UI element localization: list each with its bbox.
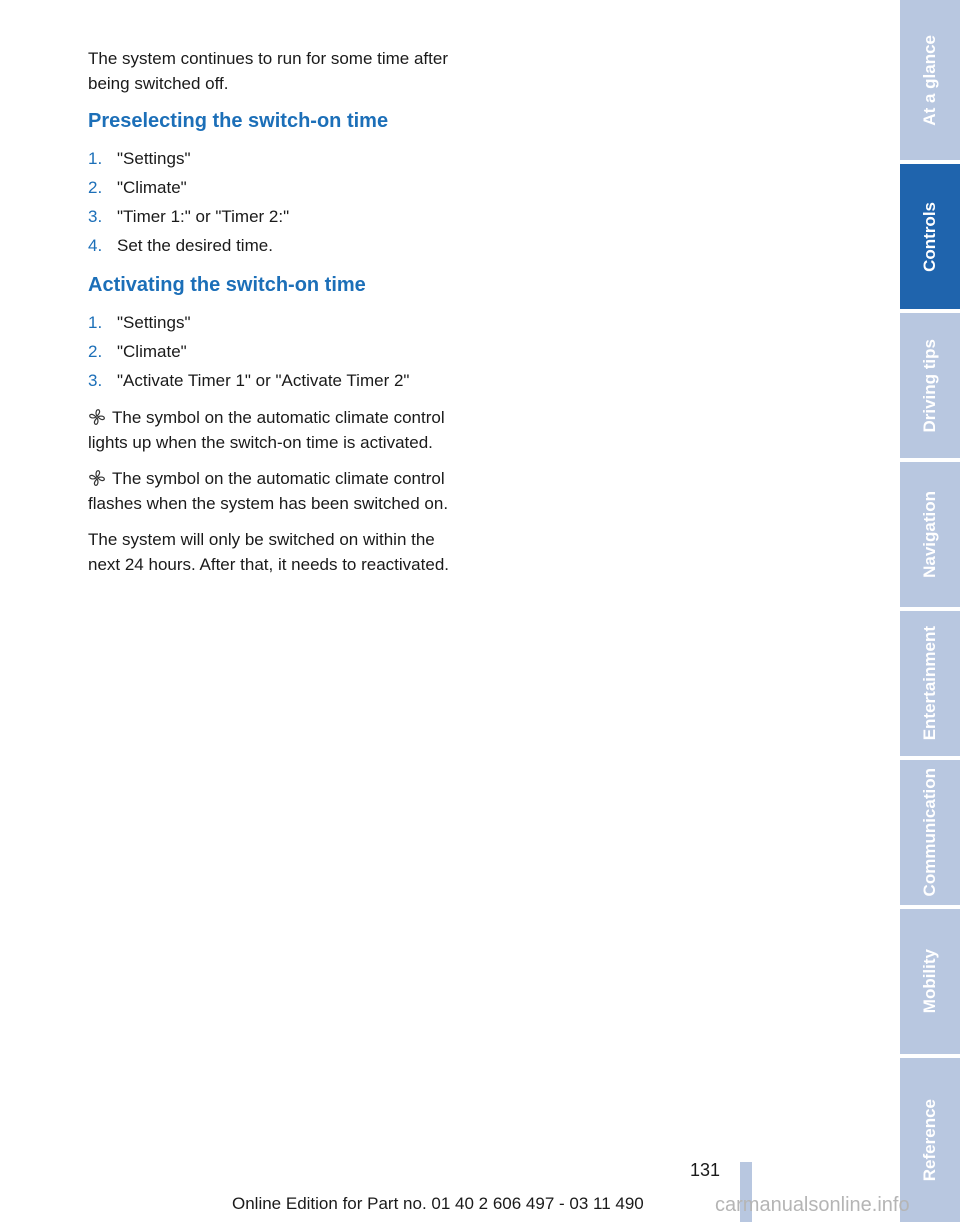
intro-paragraph: The system continues to run for some time after being switched off. xyxy=(88,49,448,93)
note-flashes-text: The symbol on the automatic climate control flashes when the system has been switched on. xyxy=(88,469,449,513)
heading-preselecting: Preselecting the switch-on time xyxy=(88,110,389,132)
step-text: Set the desired time. xyxy=(117,236,273,255)
step-number: 1. xyxy=(88,313,103,332)
step-number: 2. xyxy=(88,342,103,361)
tab-label: Entertainment xyxy=(920,626,939,741)
step-number: 3. xyxy=(88,371,103,390)
tab-driving-tips[interactable] xyxy=(900,313,960,458)
step-text: "Activate Timer 1" or "Activate Timer 2" xyxy=(117,371,410,390)
list-item xyxy=(88,337,468,366)
list-item xyxy=(88,202,468,231)
heading-activating: Activating the switch-on time xyxy=(88,274,366,296)
step-text: "Climate" xyxy=(117,178,187,197)
page-number: 131 xyxy=(690,1160,721,1180)
tab-label: At a glance xyxy=(920,34,939,126)
note-lights-text: The symbol on the automatic climate control lights up when the switch-on time is activated. xyxy=(88,408,445,452)
note-lights-up xyxy=(88,405,468,455)
preselect-steps xyxy=(88,144,468,260)
tab-label: Reference xyxy=(920,1098,939,1182)
footer-edition: Online Edition for Part no. 01 40 2 606 497 - 03 11 490 xyxy=(232,1194,644,1213)
tab-label: Navigation xyxy=(920,491,939,578)
watermark: carmanualsonline.info xyxy=(715,1194,910,1216)
step-text: "Settings" xyxy=(117,313,191,332)
chapter-sidebar xyxy=(900,0,960,1222)
tab-at-a-glance[interactable] xyxy=(900,0,960,160)
list-item xyxy=(88,231,468,260)
step-number: 3. xyxy=(88,207,103,226)
list-item xyxy=(88,173,468,202)
fan-icon xyxy=(88,408,106,426)
list-item xyxy=(88,308,468,337)
step-text: "Climate" xyxy=(117,342,187,361)
tab-label: Mobility xyxy=(920,949,939,1014)
activate-steps xyxy=(88,308,468,395)
tab-communication[interactable] xyxy=(900,760,960,905)
tab-label: Controls xyxy=(920,201,939,272)
step-text: "Settings" xyxy=(117,149,191,168)
note-24-hours: The system will only be switched on within the next 24 hours. After that, it needs to reactivated. xyxy=(88,530,449,574)
step-number: 2. xyxy=(88,178,103,197)
tab-label: Communication xyxy=(920,768,939,897)
tab-controls[interactable] xyxy=(900,164,960,309)
list-item xyxy=(88,366,468,395)
tab-label: Driving tips xyxy=(920,338,939,433)
list-item xyxy=(88,144,468,173)
note-flashes xyxy=(88,466,468,516)
tab-navigation[interactable] xyxy=(900,462,960,607)
fan-icon xyxy=(88,469,106,487)
step-text: "Timer 1:" or "Timer 2:" xyxy=(117,207,290,226)
tab-mobility[interactable] xyxy=(900,909,960,1054)
step-number: 1. xyxy=(88,149,103,168)
step-number: 4. xyxy=(88,236,103,255)
tab-entertainment[interactable] xyxy=(900,611,960,756)
page-content xyxy=(88,46,468,588)
